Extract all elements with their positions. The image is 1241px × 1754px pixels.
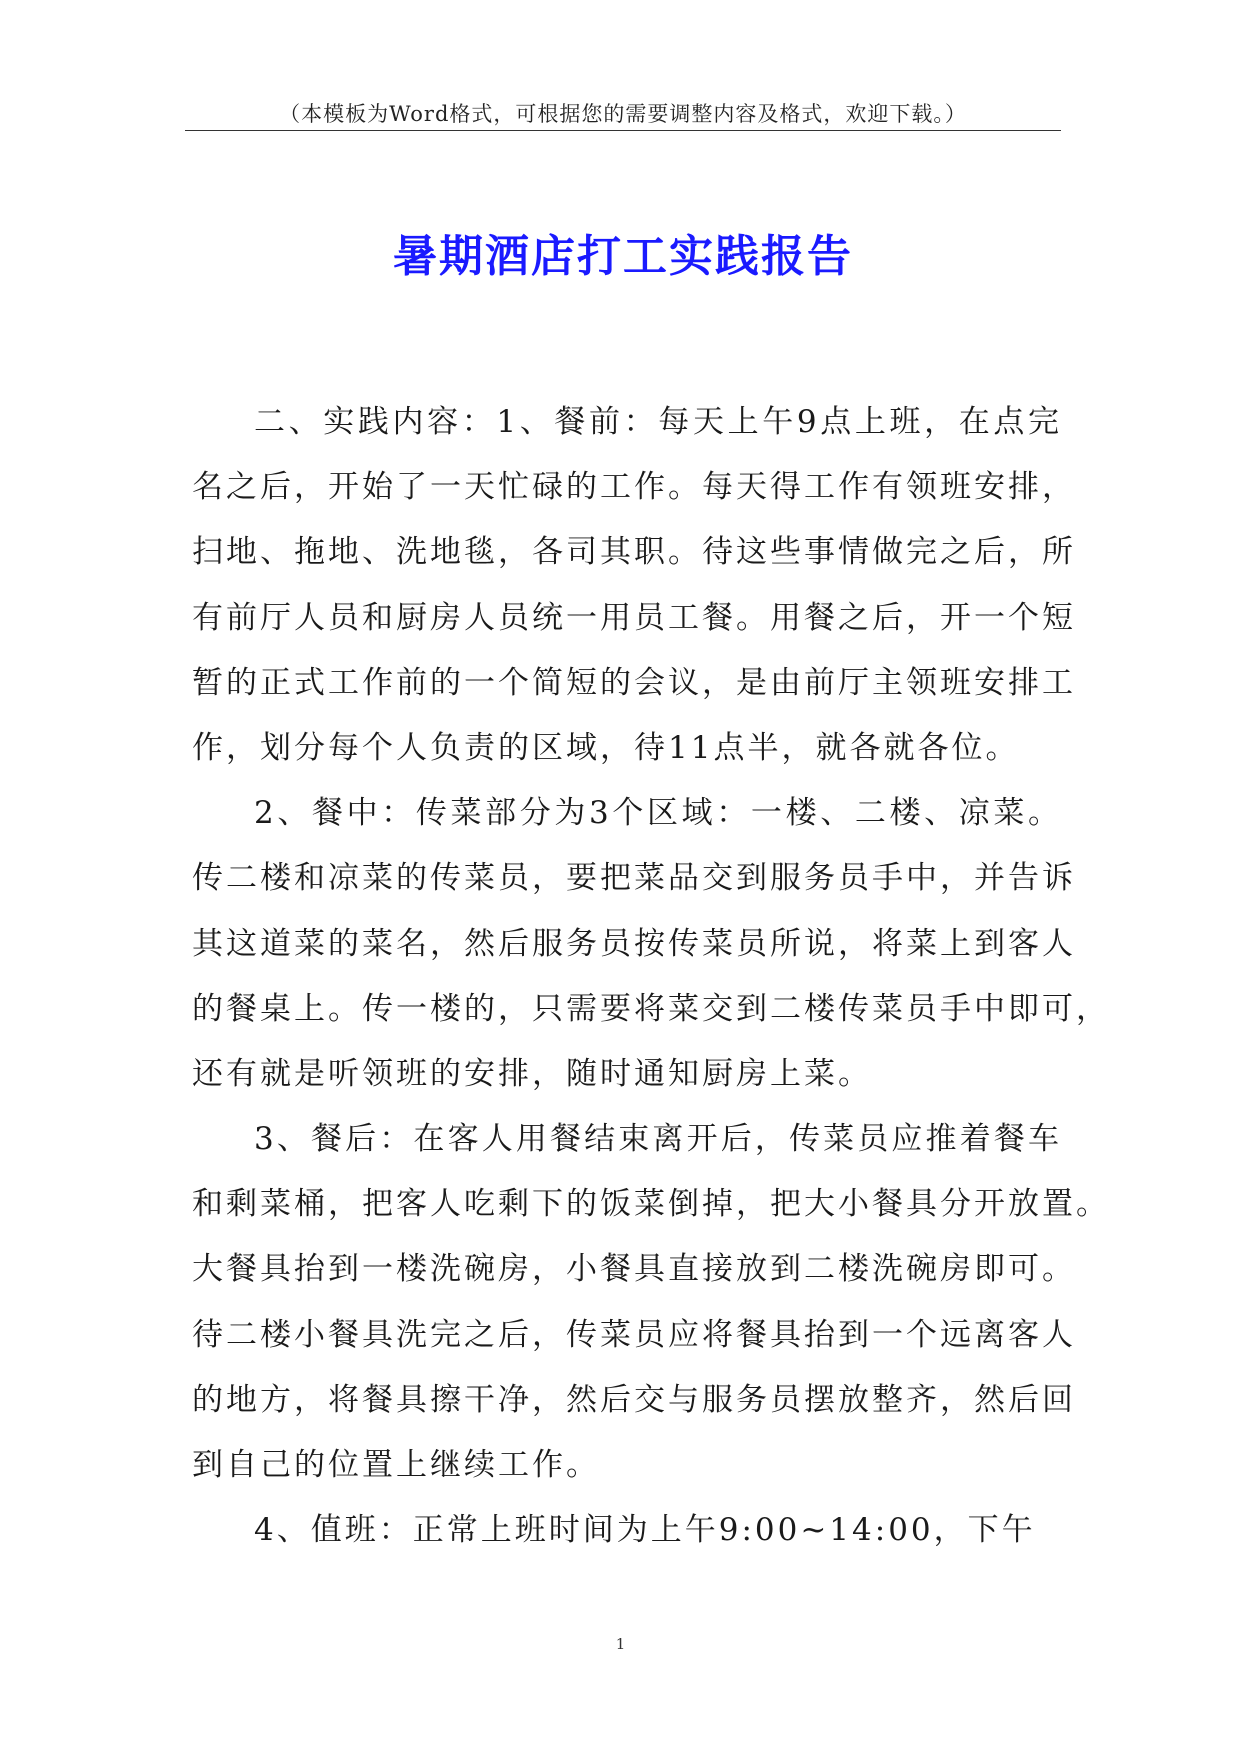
header-note: （本模板为Word格式，可根据您的需要调整内容及格式，欢迎下载。） (279, 102, 967, 126)
paragraph-line: 3、餐后：在客人用餐结束离开后，传菜员应推着餐车 (254, 1121, 1062, 1158)
paragraph-line: 和剩菜桶，把客人吃剩下的饭菜倒掉，把大小餐具分开放置。 (192, 1186, 1110, 1223)
paragraph-line: 传二楼和凉菜的传菜员，要把菜品交到服务员手中，并告诉 (192, 860, 1076, 897)
paragraph-line: 的餐桌上。传一楼的，只需要将菜交到二楼传菜员手中即可， (192, 990, 1110, 1027)
paragraph-line: 作，划分每个人负责的区域，待11点半，就各就各位。 (192, 729, 1020, 766)
paragraph-line: 有前厅人员和厨房人员统一用员工餐。用餐之后，开一个短 (192, 599, 1076, 636)
paragraph-line: 到自己的位置上继续工作。 (192, 1447, 600, 1483)
paragraph-line: 的地方，将餐具擦干净，然后交与服务员摆放整齐，然后回 (192, 1381, 1076, 1418)
document-title: 暑期酒店打工实践报告 (393, 231, 853, 282)
paragraph-line: 二、实践内容：1、餐前：每天上午9点上班，在点完 (254, 404, 1062, 440)
paragraph-line: 扫地、拖地、洗地毯，各司其职。待这些事情做完之后，所 (192, 534, 1076, 571)
paragraph-line: 还有就是听领班的安排，随时通知厨房上菜。 (192, 1055, 872, 1092)
paragraph-line: 其这道菜的菜名，然后服务员按传菜员所说，将菜上到客人 (192, 925, 1076, 962)
paragraph-line: 大餐具抬到一楼洗碗房，小餐具直接放到二楼洗碗房即可。 (192, 1251, 1076, 1288)
paragraph-line: 暂的正式工作前的一个简短的会议，是由前厅主领班安排工 (192, 664, 1076, 701)
paragraph-line: 待二楼小餐具洗完之后，传菜员应将餐具抬到一个远离客人 (192, 1316, 1076, 1353)
paragraph-line: 2、餐中：传菜部分为3个区域：一楼、二楼、凉菜。 (254, 795, 1062, 832)
document-body (192, 390, 1110, 1563)
page-number: 1 (615, 1635, 626, 1653)
paragraph-line: 4、值班：正常上班时间为上午9:00~14:00，下午 (254, 1512, 1036, 1549)
header-divider (185, 130, 1061, 131)
paragraph-line: 名之后，开始了一天忙碌的工作。每天得工作有领班安排， (192, 469, 1076, 506)
